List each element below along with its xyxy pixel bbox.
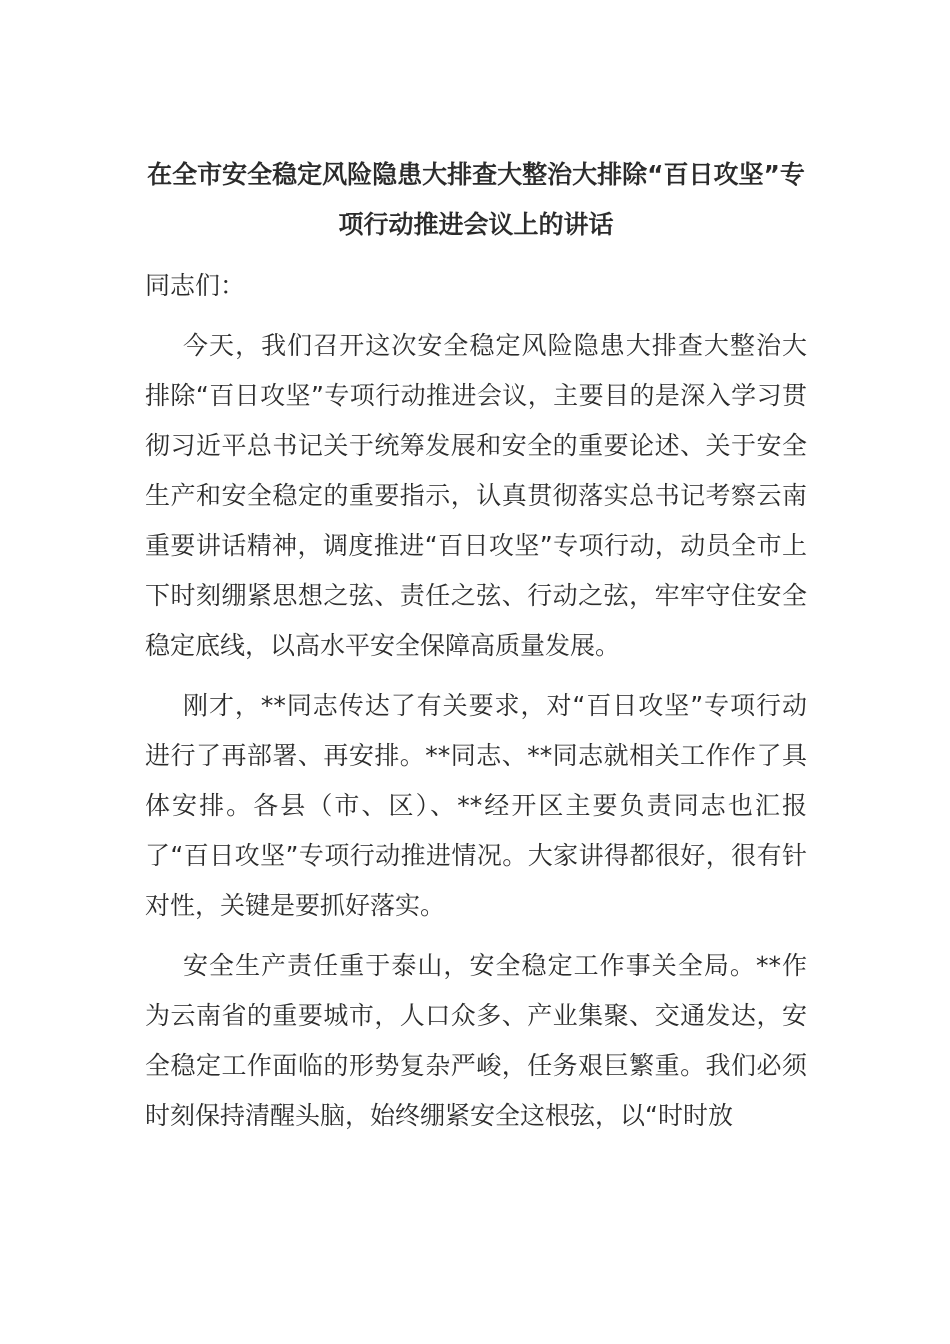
paragraph-3: 安全生产责任重于泰山，安全稳定工作事关全局。**作为云南省的重要城市，人口众多、产业集聚、交通发达，安全稳定工作面临的形势复杂严峻，任务艰巨繁重。我们必须时刻保持清醒头脑，始终绷紧安全这根弦，以“时时放 [145, 951, 807, 1130]
document-body [145, 150, 807, 1141]
document-title: 在全市安全稳定风险隐患大排查大整治大排除“百日攻坚”专项行动推进会议上的讲话 [147, 160, 805, 239]
paragraph-2: 刚才，**同志传达了有关要求，对“百日攻坚”专项行动进行了再部署、再安排。**同志、**同志就相关工作作了具体安排。各县（市、区）、**经开区主要负责同志也汇报了“百日攻坚”专项行动推进情况。大家讲得都很好，很有针对性，关键是要抓好落实。 [145, 691, 807, 920]
salutation: 同志们： [145, 271, 246, 300]
paragraph-1: 今天，我们召开这次安全稳定风险隐患大排查大整治大排除“百日攻坚”专项行动推进会议，主要目的是深入学习贯彻习近平总书记关于统筹发展和安全的重要论述、关于安全生产和安全稳定的重要指示，认真贯彻落实总书记考察云南重要讲话精神，调度推进“百日攻坚”专项行动，动员全市上下时刻绷紧思想之弦、责任之弦、行动之弦，牢牢守住安全稳定底线，以高水平安全保障高质量发展。 [145, 331, 807, 660]
